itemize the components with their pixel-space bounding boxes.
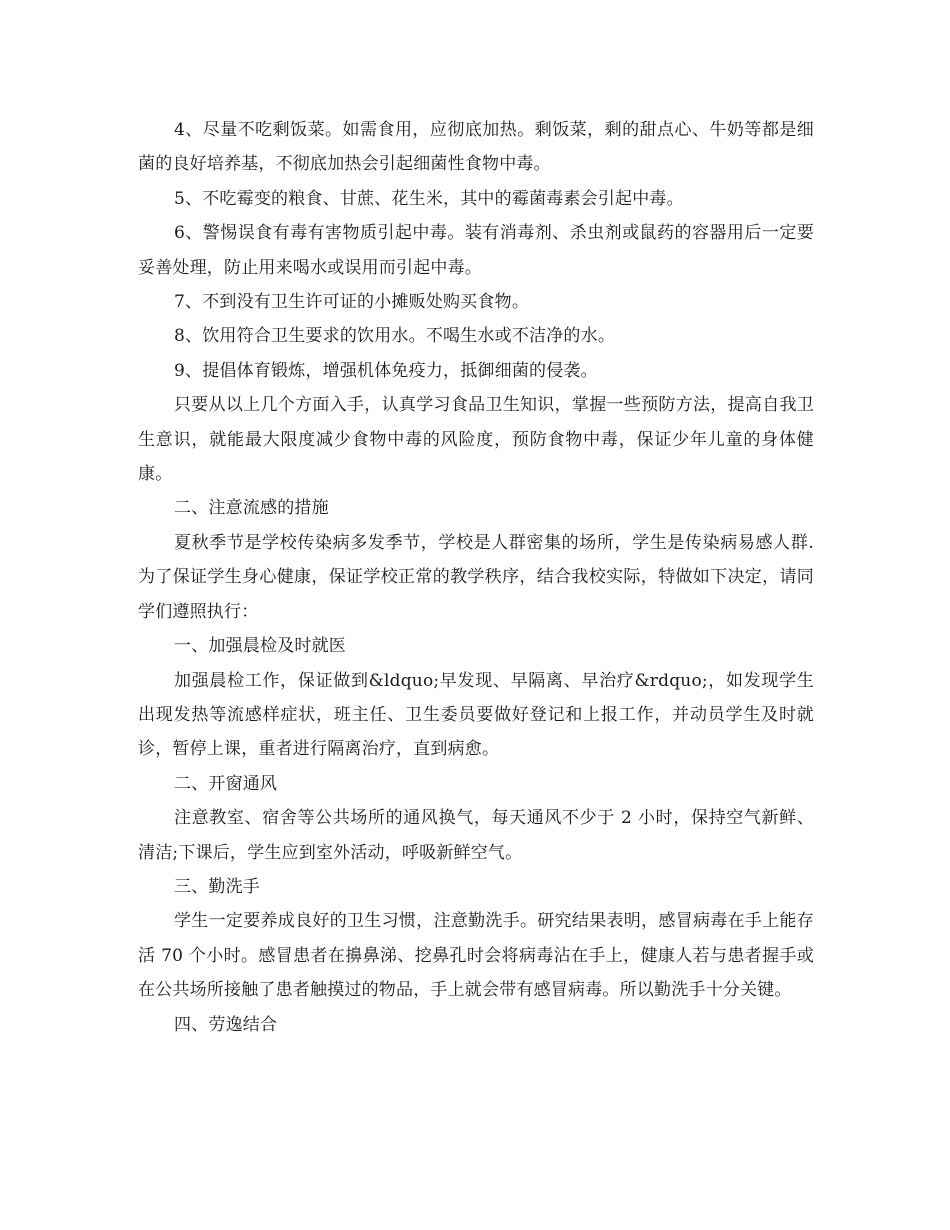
subheading-work-rest-balance: 四、劳逸结合 (174, 1014, 278, 1035)
paragraph-summary: 只要从以上几个方面入手，认真学习食品卫生知识，掌握一些预防方法，提高自我卫生意识，就能最大限度减少食物中毒的风险度，预防食物中毒，保证少年儿童的身体健康。 (138, 395, 814, 485)
paragraph-flu-intro: 夏秋季节是学校传染病多发季节，学校是人群密集的场所，学生是传染病易感人群.为了保证学生身心健康，保证学校正常的教学秩序，结合我校实际，特做如下决定，请同学们遵照执行： (138, 532, 814, 622)
section-heading-flu-measures: 二、注意流感的措施 (174, 498, 329, 519)
paragraph-ventilation: 注意教室、宿舍等公共场所的通风换气，每天通风不少于 2 小时，保持空气新鲜、清洁;下课后，学生应到室外活动，呼吸新鲜空气。 (138, 808, 814, 863)
subheading-hand-washing: 三、勤洗手 (174, 876, 260, 897)
paragraph-item-6: 6、警惕误食有毒有害物质引起中毒。装有消毒剂、杀虫剂或鼠药的容器用后一定要妥善处理，防止用来喝水或误用而引起中毒。 (138, 223, 814, 278)
paragraph-item-7: 7、不到没有卫生许可证的小摊贩处购买食物。 (174, 292, 530, 313)
paragraph-hand-washing: 学生一定要养成良好的卫生习惯，注意勤洗手。研究结果表明，感冒病毒在手上能存活 70 个小时。感冒患者在擤鼻涕、挖鼻孔时会将病毒沾在手上，健康人若与患者握手或在公共场所接触了患者触摸过的物品，手上就会带有感冒病毒。所以勤洗手十分关键。 (138, 911, 814, 1001)
paragraph-morning-check: 加强晨检工作，保证做到&ldquo;早发现、早隔离、早治疗&rdquo;，如发现学生出现发热等流感样症状，班主任、卫生委员要做好登记和上报工作，并动员学生及时就诊，暂停上课，重者进行隔离治疗，直到病愈。 (138, 670, 814, 760)
subheading-morning-check: 一、加强晨检及时就医 (174, 636, 346, 657)
paragraph-item-9: 9、提倡体育锻炼，增强机体免疫力，抵御细菌的侵袭。 (174, 360, 598, 381)
subheading-ventilation: 二、开窗通风 (174, 773, 278, 794)
paragraph-item-5: 5、不吃霉变的粮食、甘蔗、花生米，其中的霉菌毒素会引起中毒。 (174, 188, 684, 209)
document-page (138, 113, 814, 1042)
paragraph-item-8: 8、饮用符合卫生要求的饮用水。不喝生水或不洁净的水。 (174, 326, 616, 347)
paragraph-item-4: 4、尽量不吃剩饭菜。如需食用，应彻底加热。剩饭菜，剩的甜点心、牛奶等都是细菌的良好培养基，不彻底加热会引起细菌性食物中毒。 (138, 120, 814, 175)
